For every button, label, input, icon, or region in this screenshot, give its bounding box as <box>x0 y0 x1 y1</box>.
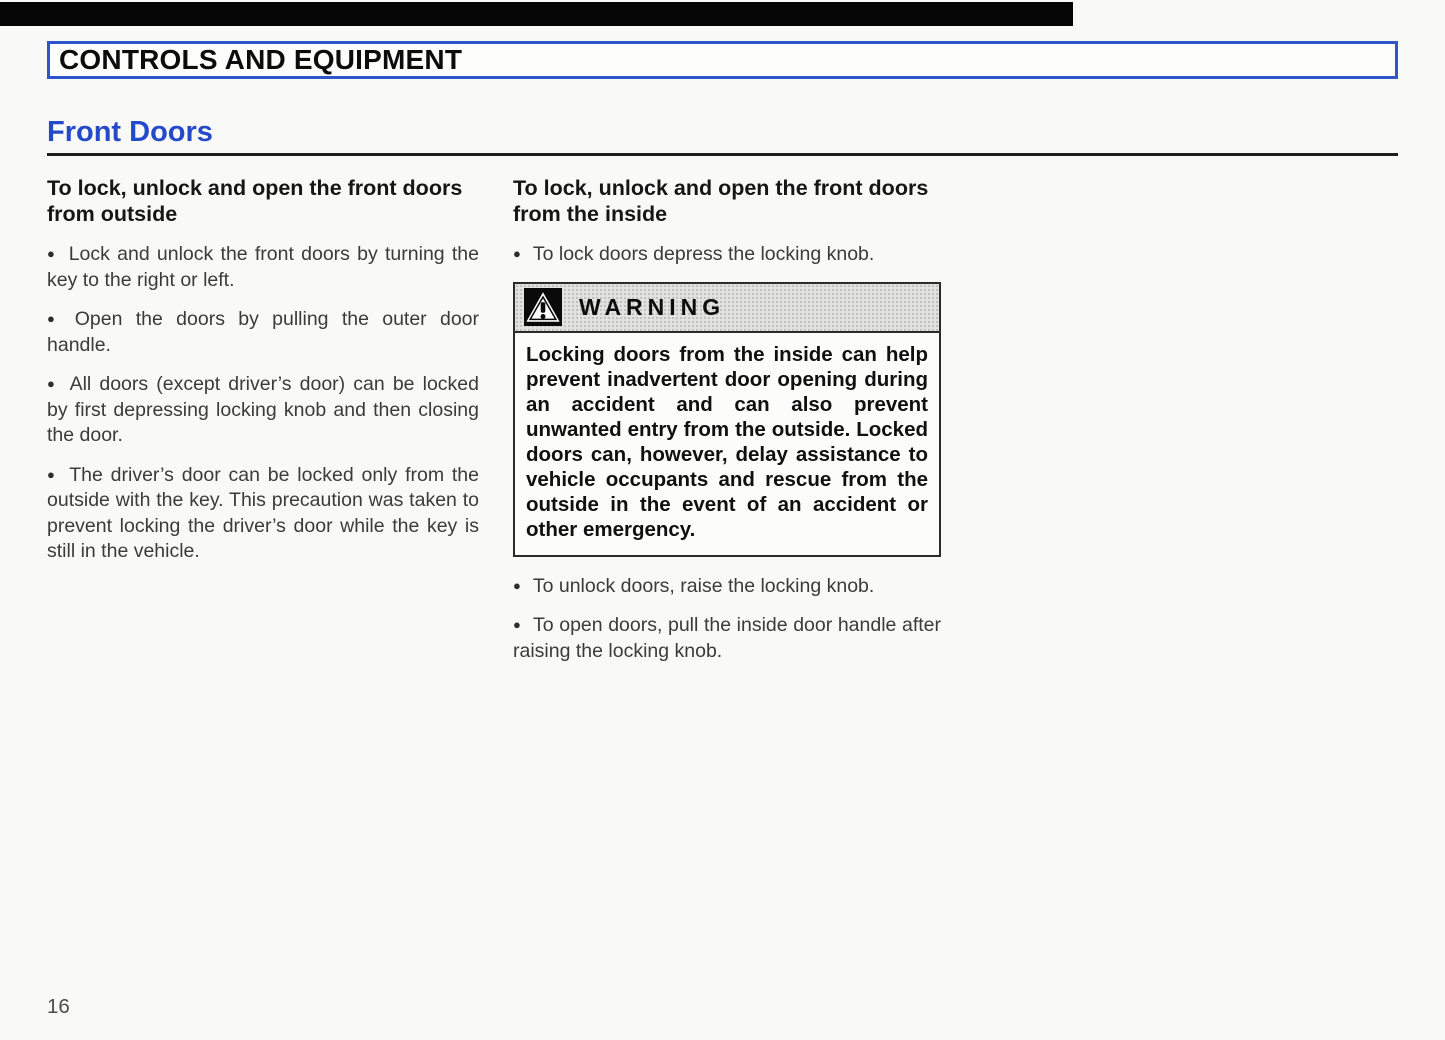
warning-label: WARNING <box>579 293 726 320</box>
bullet-icon: ● <box>513 577 521 593</box>
bullet-icon: ● <box>513 617 522 632</box>
left-column <box>47 175 479 578</box>
bullet-icon: ● <box>47 311 63 326</box>
bullet-icon: ● <box>47 376 58 391</box>
warning-box-header <box>515 284 939 333</box>
list-item-text: To unlock doors, raise the locking knob. <box>532 574 875 597</box>
left-column-heading: To lock, unlock and open the front doors from outside <box>47 176 463 226</box>
list-item <box>47 306 479 358</box>
list-item <box>47 241 479 293</box>
scan-edge-bar <box>0 2 1073 26</box>
list-item <box>513 573 941 600</box>
bullet-icon: ● <box>513 246 521 261</box>
list-item <box>513 241 941 268</box>
page-number: 16 <box>47 995 70 1018</box>
warning-box <box>513 282 941 557</box>
right-column-heading: To lock, unlock and open the front doors from the inside <box>513 176 929 226</box>
list-item-text: To open doors, pull the inside door handle after raising the locking knob. <box>513 614 941 662</box>
list-item-text: All doors (except driver’s door) can be locked by first depressing locking knob and then closing the door. <box>47 373 479 446</box>
list-item <box>513 612 941 664</box>
warning-text: Locking doors from the inside can help prevent inadvertent door opening during an accident and can also prevent unwanted entry from the outside. Locked doors can, however, delay assistance to vehicle occupants and rescue from the outside in the event of an accident or other emergency. <box>526 342 928 541</box>
chapter-header-box <box>47 41 1398 79</box>
list-item-text: The driver’s door can be locked only from the outside with the key. This precaution was taken to prevent locking the driver’s door while the key is still in the vehicle. <box>47 463 479 562</box>
right-column <box>513 175 941 677</box>
warning-triangle-icon <box>524 288 562 326</box>
list-item <box>47 371 479 449</box>
list-item-text: Open the doors by pulling the outer door handle. <box>47 308 479 356</box>
list-item-text: Lock and unlock the front doors by turning the key to the right or left. <box>47 243 479 291</box>
section-divider <box>47 153 1398 156</box>
bullet-icon: ● <box>47 246 57 261</box>
list-item <box>47 462 479 565</box>
section-title: Front Doors <box>47 116 213 148</box>
list-item-text: To lock doors depress the locking knob. <box>532 243 875 265</box>
bullet-icon: ● <box>47 466 58 482</box>
chapter-title: CONTROLS AND EQUIPMENT <box>59 44 463 75</box>
